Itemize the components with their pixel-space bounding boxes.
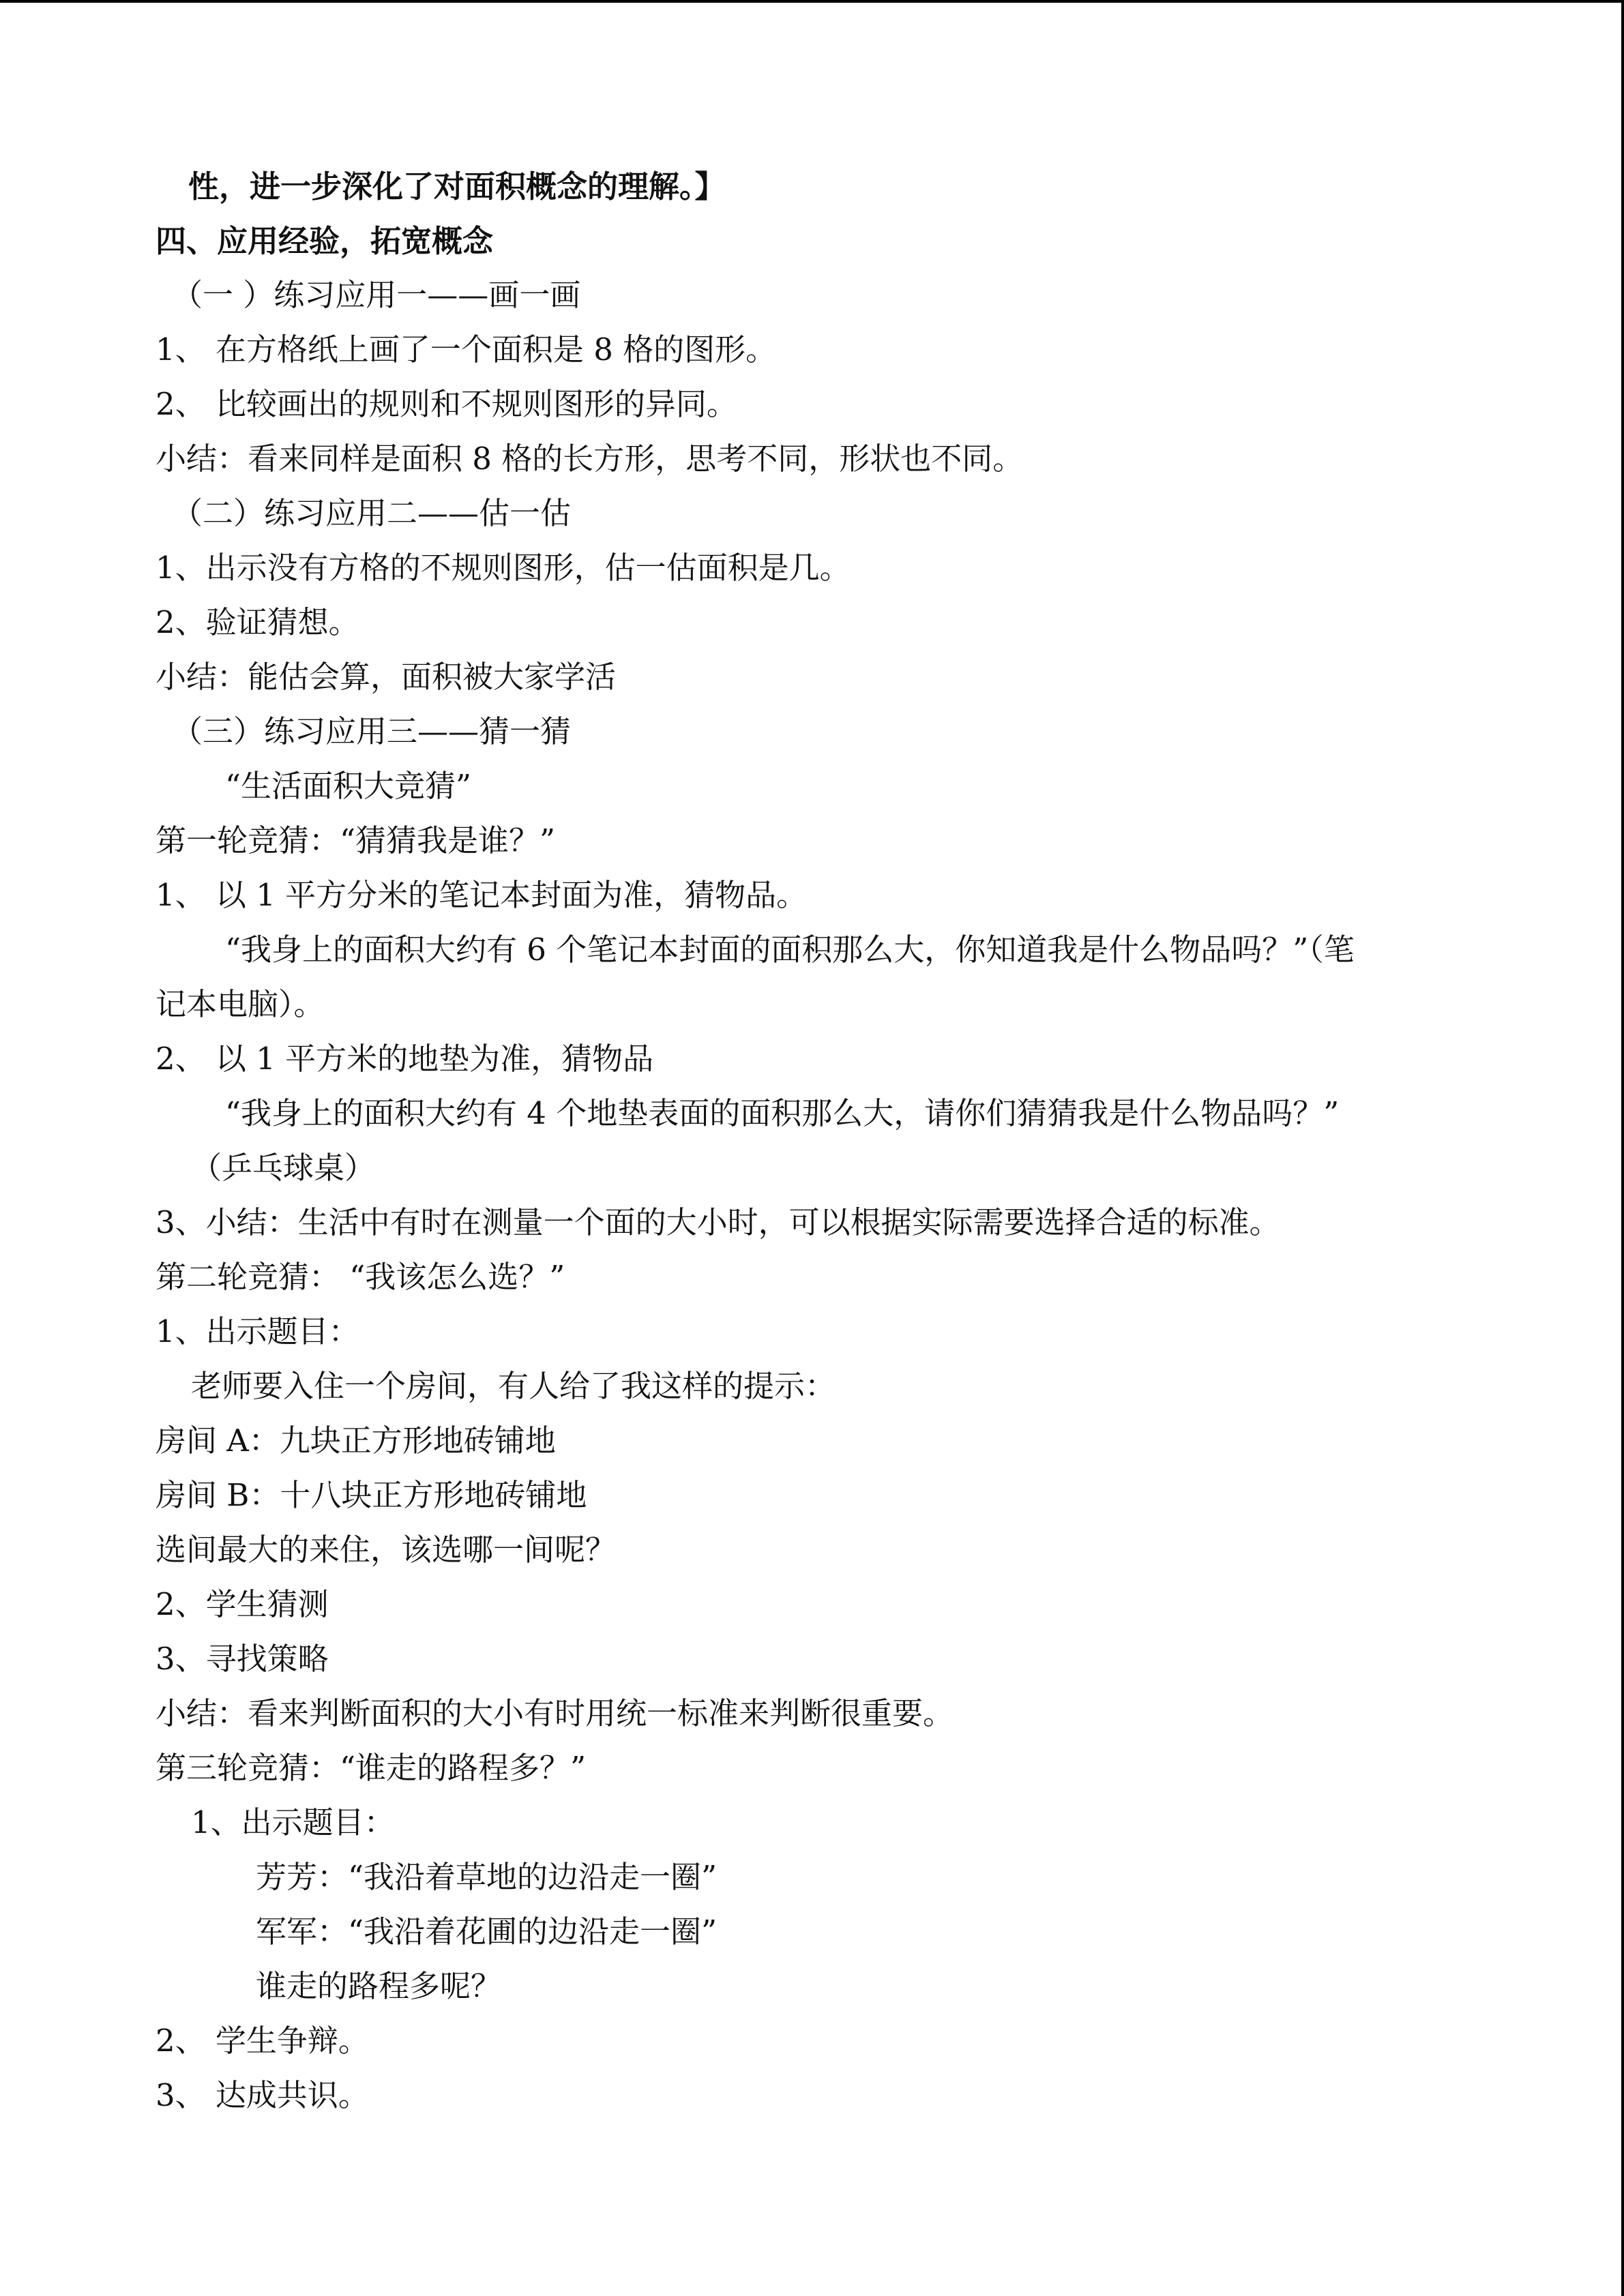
- activity-title: “生活面积大竞猜”: [225, 768, 472, 804]
- paragraph-line: 性，进一步深化了对面积概念的理解。】: [188, 168, 726, 205]
- list-item: 3、 达成共识。: [156, 2077, 369, 2113]
- question-line: 选间最大的来住，该选哪一间呢？: [156, 1532, 617, 1568]
- list-item: 1、 在方格纸上画了一个面积是 8 格的图形。: [156, 331, 777, 368]
- list-item: 1、 以 1 平方分米的笔记本封面为准，猜物品。: [156, 877, 808, 913]
- dialogue-line: 军军：“我沿着花圃的边沿走一圈”: [256, 1913, 718, 1950]
- subsection-heading: （三）练习应用三——猜一猜: [172, 713, 572, 749]
- dialogue-line: 芳芳：“我沿着草地的边沿走一圈”: [256, 1859, 718, 1895]
- subsection-heading: （二）练习应用二——估一估: [172, 495, 572, 531]
- subsection-heading: （一 ）练习应用一——画一画: [172, 277, 581, 313]
- round-heading: 第一轮竞猜：“猜猜我是谁？”: [156, 822, 556, 859]
- summary-line: 小结：看来判断面积的大小有时用统一标准来判断很重要。: [156, 1695, 954, 1731]
- list-item: 2、 以 1 平方米的地垫为准，猜物品: [156, 1041, 654, 1077]
- list-item: 1、出示题目：: [191, 1804, 395, 1840]
- list-item: 1、出示题目：: [156, 1313, 359, 1350]
- paragraph-line: 老师要入住一个房间，有人给了我这样的提示：: [191, 1368, 836, 1404]
- summary-line: 小结：能估会算，面积被大家学活: [156, 659, 617, 695]
- list-item: 3、寻找策略: [156, 1641, 329, 1677]
- answer-line: （乒乓球桌）: [191, 1150, 376, 1186]
- round-heading: 第二轮竞猜： “我该怎么选？”: [156, 1259, 565, 1295]
- summary-line: 3、小结：生活中有时在测量一个面的大小时，可以根据实际需要选择合适的标准。: [156, 1204, 1280, 1240]
- section-heading: 四、应用经验，拓宽概念: [156, 223, 494, 259]
- list-item: 2、学生猜测: [156, 1586, 329, 1622]
- list-item: 2、验证猜想。: [156, 604, 359, 640]
- list-item: 2、 比较画出的规则和不规则图形的异同。: [156, 386, 737, 422]
- option-line: 房间 A：九块正方形地砖铺地: [156, 1422, 556, 1459]
- quote-line-continued: 记本电脑）。: [156, 986, 325, 1022]
- option-line: 房间 B：十八块正方形地砖铺地: [156, 1477, 587, 1513]
- list-item: 2、 学生争辩。: [156, 2023, 369, 2059]
- quote-line: “我身上的面积大约有 6 个笔记本封面的面积那么大，你知道我是什么物品吗？”（笔: [225, 931, 1355, 968]
- question-line: 谁走的路程多呢？: [256, 1968, 502, 2004]
- summary-line: 小结：看来同样是面积 8 格的长方形，思考不同，形状也不同。: [156, 441, 1024, 477]
- round-heading: 第三轮竞猜：“谁走的路程多？”: [156, 1750, 587, 1786]
- quote-line: “我身上的面积大约有 4 个地垫表面的面积那么大，请你们猜猜我是什么物品吗？”: [225, 1095, 1340, 1131]
- list-item: 1、出示没有方格的不规则图形，估一估面积是几。: [156, 550, 851, 586]
